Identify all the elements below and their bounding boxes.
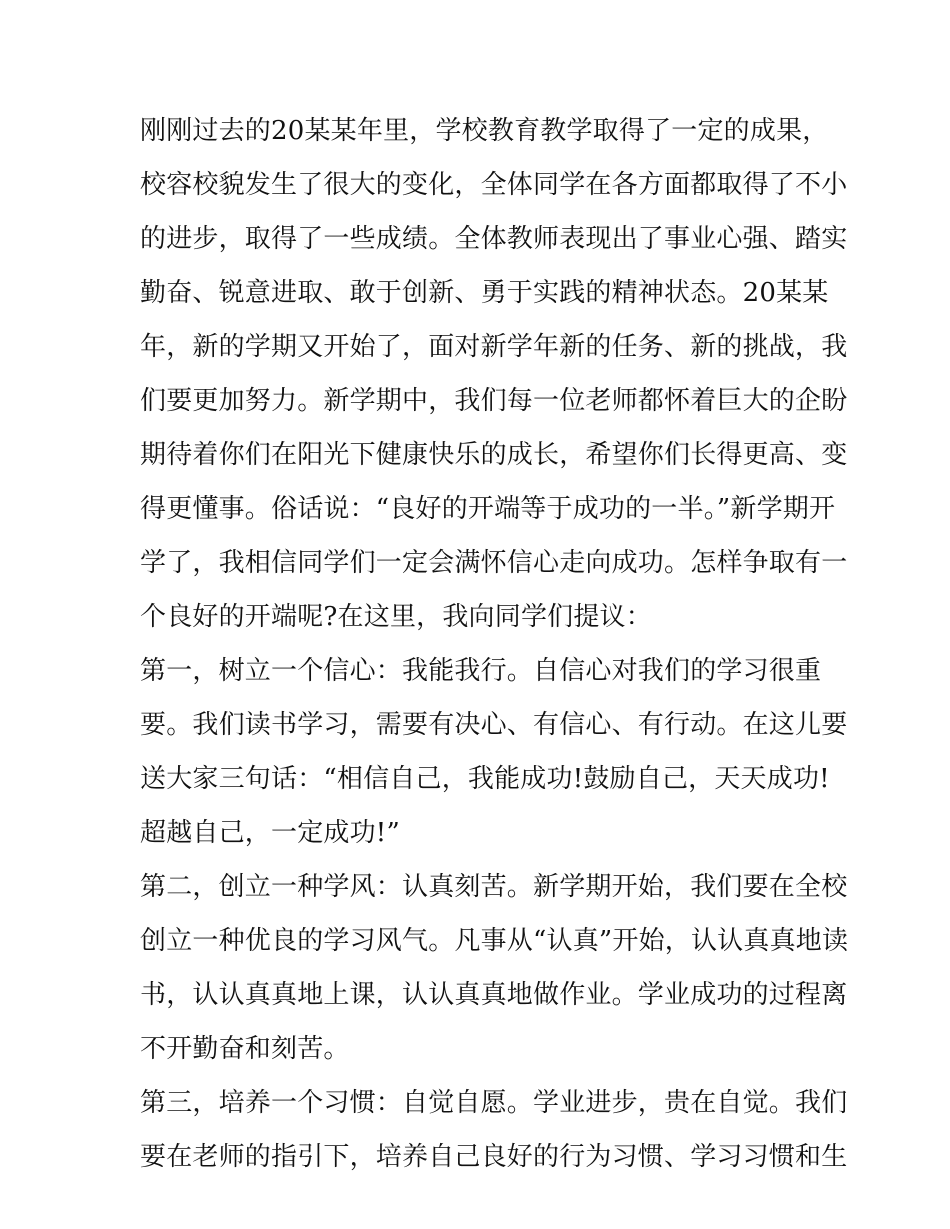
- text-line: 勤奋、锐意进取、敢于创新、勇于实践的精神状态。20某某: [140, 278, 829, 308]
- text-line: 的进步，取得了一些成绩。全体教师表现出了事业心强、踏实: [140, 224, 848, 254]
- text-line: 们要更加努力。新学期中，我们每一位老师都怀着巨大的企盼: [140, 386, 848, 416]
- document-body: [140, 104, 849, 1184]
- text-line: 创立一种优良的学习风气。凡事从“认真”开始，认认真真地读: [140, 926, 849, 956]
- text-line: 第二，创立一种学风：认真刻苦。新学期开始，我们要在全校: [140, 872, 848, 902]
- text-line: 个良好的开端呢?在这里，我向同学们提议：: [140, 602, 652, 632]
- text-line: 校容校貌发生了很大的变化，全体同学在各方面都取得了不小: [140, 170, 848, 200]
- text-line: 送大家三句话：“相信自己，我能成功!鼓励自己，天天成功!: [140, 764, 830, 794]
- text-line: 不开勤奋和刻苦。: [140, 1034, 350, 1064]
- text-line: 书，认认真真地上课，认认真真地做作业。学业成功的过程离: [140, 980, 848, 1010]
- text-line: 第三，培养一个习惯：自觉自愿。学业进步，贵在自觉。我们: [140, 1088, 848, 1118]
- text-line: 要在老师的指引下，培养自己良好的行为习惯、学习习惯和生: [140, 1142, 848, 1172]
- text-line: 得更懂事。俗话说：“良好的开端等于成功的一半。”新学期开: [140, 494, 836, 524]
- text-line: 期待着你们在阳光下健康快乐的成长，希望你们长得更高、变: [140, 440, 848, 470]
- text-line: 年，新的学期又开始了，面对新学年新的任务、新的挑战，我: [140, 332, 848, 362]
- text-line: 要。我们读书学习，需要有决心、有信心、有行动。在这儿要: [140, 710, 848, 740]
- text-line: 学了，我相信同学们一定会满怀信心走向成功。怎样争取有一: [140, 548, 848, 578]
- text-line: 第一，树立一个信心：我能我行。自信心对我们的学习很重: [140, 656, 822, 686]
- text-line: 刚刚过去的20某某年里，学校教育教学取得了一定的成果，: [140, 116, 829, 146]
- text-line: 超越自己，一定成功!”: [140, 818, 400, 848]
